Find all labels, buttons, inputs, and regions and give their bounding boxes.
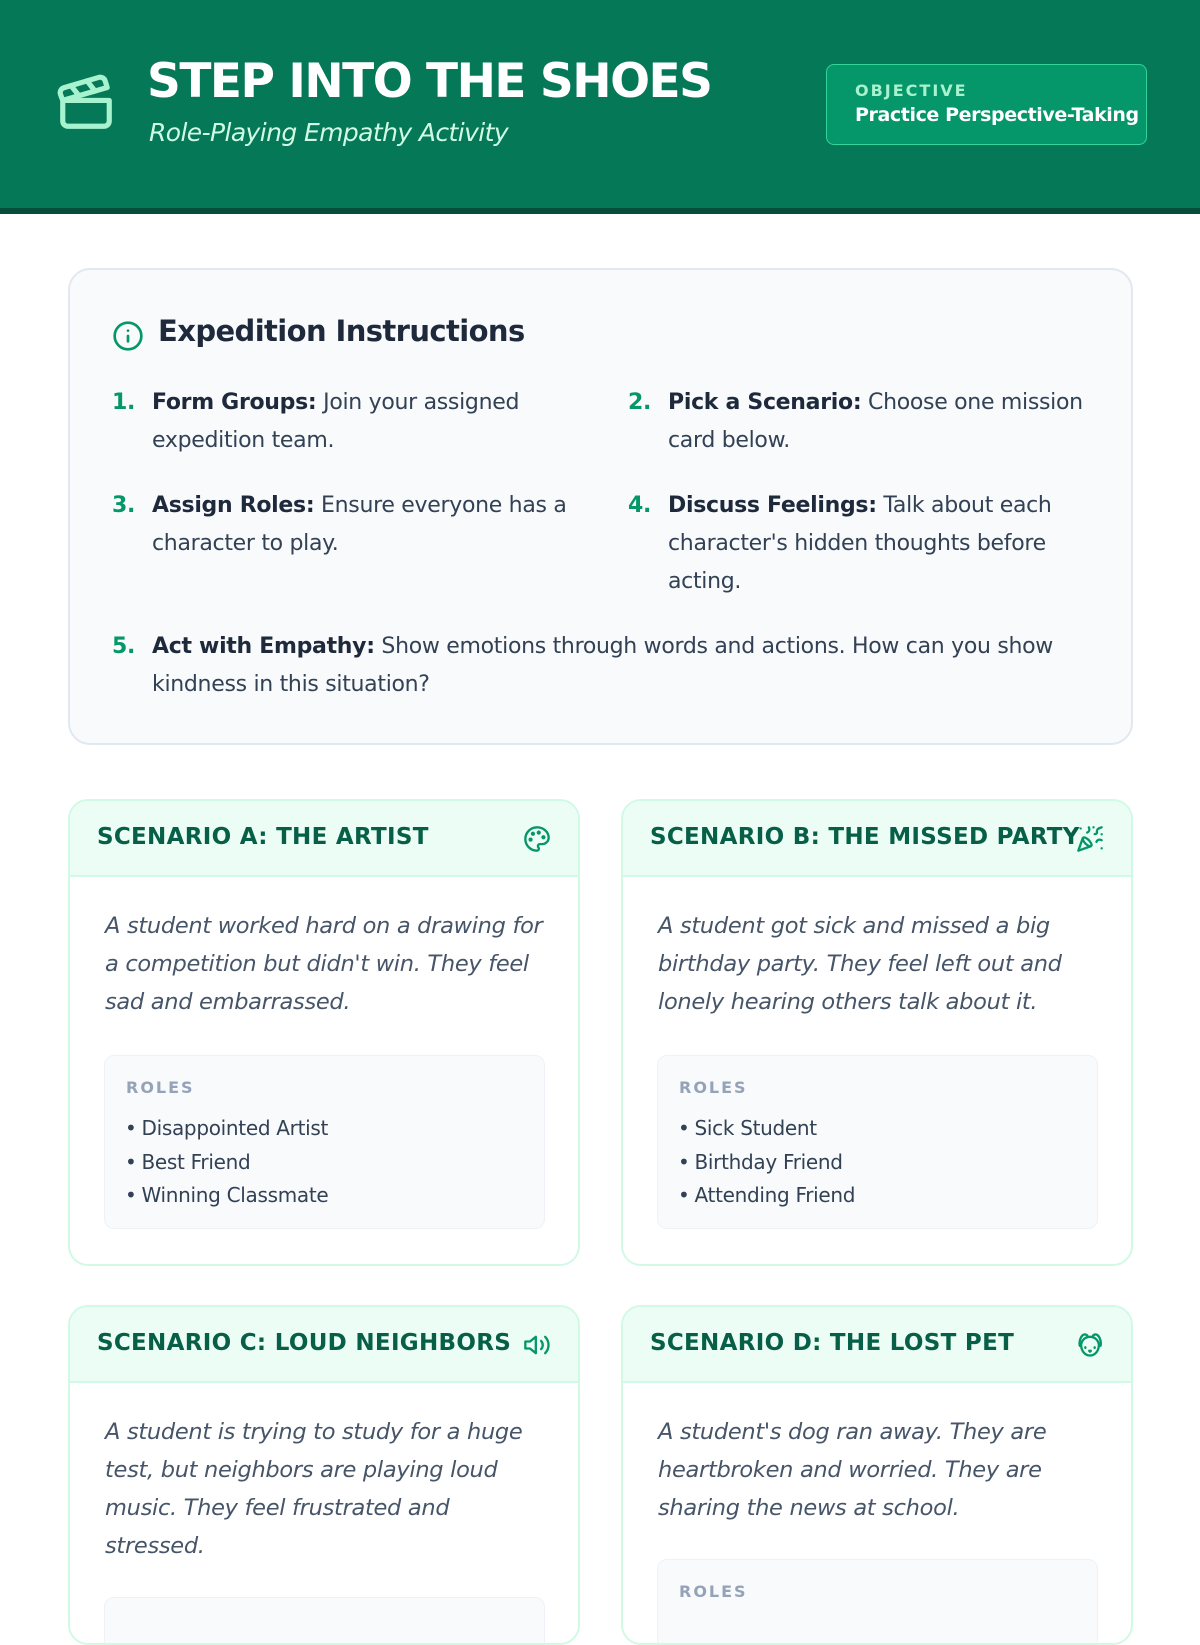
scenario-header (70, 801, 578, 877)
scenario-card (621, 1305, 1133, 1645)
roles-box (657, 1055, 1098, 1229)
step-text: Show emotions through words and actions. How can you show kindness in this situation? (152, 634, 1053, 697)
scenario-title: SCENARIO A: THE ARTIST (97, 824, 429, 850)
scenario-card (68, 1305, 580, 1645)
palette-icon (523, 825, 551, 853)
scenario-card (621, 799, 1133, 1266)
scenario-description: A student worked hard on a drawing for a competition but didn't win. They feel sad and embarrassed. (105, 913, 543, 1015)
party-popper-icon (1076, 825, 1104, 853)
step-text: Choose one mission card below. (668, 390, 1083, 453)
page-subtitle: Role-Playing Empathy Activity (149, 118, 509, 147)
step-number: 3. (112, 493, 136, 518)
scenario-description: A student got sick and missed a big birthday party. They feel left out and lonely hearing others talk about it. (658, 913, 1062, 1015)
roles-label: ROLES (126, 1078, 195, 1097)
objective-label: OBJECTIVE (855, 81, 968, 100)
step-text: Join your assigned expedition team. (152, 390, 520, 453)
dog-icon (1076, 1331, 1104, 1359)
step-number: 4. (628, 493, 652, 518)
scenario-title: SCENARIO C: LOUD NEIGHBORS (97, 1330, 512, 1356)
scenario-header (70, 1307, 578, 1383)
scenario-title: SCENARIO D: THE LOST PET (650, 1330, 1015, 1356)
role-item: • Birthday Friend (678, 1146, 855, 1180)
roles-box (104, 1597, 545, 1645)
step-text: Talk about each character's hidden thoughts before acting. (668, 493, 1052, 594)
scenario-description: A student's dog ran away. They are heartbroken and worried. They are sharing the news at school. (658, 1419, 1047, 1521)
roles-box (104, 1055, 545, 1229)
scenario-description: A student is trying to study for a huge test, but neighbors are playing loud music. They feel frustrated and stressed. (105, 1419, 523, 1559)
step-label: Form Groups: (152, 390, 317, 415)
roles-box (657, 1559, 1098, 1645)
role-item: • Best Friend (125, 1146, 328, 1180)
scenario-header (623, 1307, 1131, 1383)
step-label: Discuss Feelings: (668, 493, 877, 518)
scenario-header (623, 801, 1131, 877)
step-label: Act with Empathy: (152, 634, 375, 659)
step-label: Assign Roles: (152, 493, 315, 518)
scenario-title: SCENARIO B: THE MISSED PARTY (650, 824, 1080, 850)
role-item: • Sick Student (678, 1112, 855, 1146)
role-item: • Disappointed Artist (125, 1112, 328, 1146)
roles-list (125, 1112, 328, 1213)
instructions-title: Expedition Instructions (158, 314, 525, 348)
role-item: • Attending Friend (678, 1179, 855, 1213)
clapperboard-icon (55, 72, 117, 134)
objective-badge (826, 64, 1147, 145)
scenario-card (68, 799, 580, 1266)
page-title: STEP INTO THE SHOES (147, 54, 712, 109)
instructions-panel (68, 268, 1133, 745)
info-icon (112, 320, 144, 352)
role-item: • Winning Classmate (125, 1179, 328, 1213)
step-text: Ensure everyone has a character to play. (152, 493, 567, 556)
roles-label: ROLES (679, 1078, 748, 1097)
step-label: Pick a Scenario: (668, 390, 862, 415)
roles-list (678, 1112, 855, 1213)
speaker-icon (523, 1331, 551, 1359)
roles-label: ROLES (679, 1582, 748, 1601)
page-header (0, 0, 1200, 214)
objective-value: Practice Perspective-Taking (855, 104, 1139, 126)
step-number: 1. (112, 390, 136, 415)
step-number: 2. (628, 390, 652, 415)
step-number: 5. (112, 634, 136, 659)
